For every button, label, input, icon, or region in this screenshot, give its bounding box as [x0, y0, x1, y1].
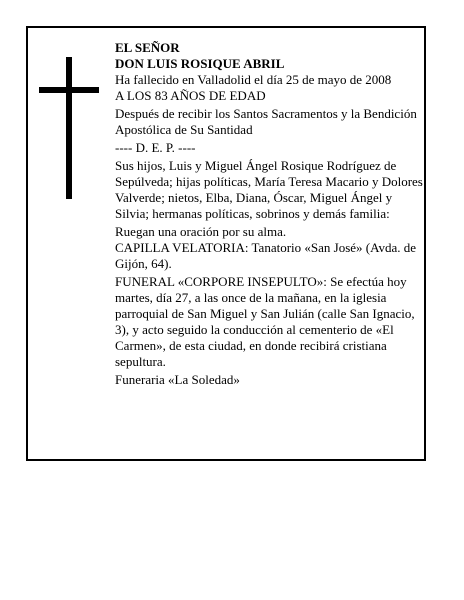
cross-icon — [39, 57, 99, 199]
sacraments-statement: Después de recibir los Santos Sacramentos y la Bendición Apostólica de Su Santidad — [115, 106, 417, 137]
age-statement: A LOS 83 AÑOS DE EDAD — [115, 88, 266, 103]
family-list: Sus hijos, Luis y Miguel Ángel Rosique Rodríguez de Sepúlveda; hijas políticas, María Teresa Macario y Dolores Valverde; nietos, Elba, Diana, Óscar, Miguel Ángel y Silvia; hermanas políticas, sobrinos y demás familia: — [115, 158, 423, 221]
cross-vertical-bar — [66, 57, 72, 199]
funeral-info: FUNERAL «CORPORE INSEPULTO»: Se efectúa hoy martes, día 27, a las once de la mañana, en la iglesia parroquial de San Miguel y San Julián (calle San Ignacio, 3), y acto seguido la conducción al cementerio de «El Carmen», de esta ciudad, en donde recibirá cristiana sepultura. — [115, 274, 415, 369]
deceased-name: DON LUIS ROSIQUE ABRIL — [115, 56, 285, 71]
cross-horizontal-bar — [39, 87, 99, 93]
rip-line: ---- D. E. P. ---- — [115, 140, 196, 155]
death-statement: Ha fallecido en Valladolid el día 25 de mayo de 2008 — [115, 72, 392, 87]
chapel-info: CAPILLA VELATORIA: Tanatorio «San José» (Avda. de Gijón, 64). — [115, 240, 417, 271]
funeral-home: Funeraria «La Soledad» — [115, 372, 240, 387]
notice-text-block — [115, 40, 425, 390]
prayer-request: Ruegan una oración por su alma. — [115, 224, 287, 239]
obituary-notice — [26, 26, 426, 461]
notice-title: EL SEÑOR — [115, 40, 180, 55]
